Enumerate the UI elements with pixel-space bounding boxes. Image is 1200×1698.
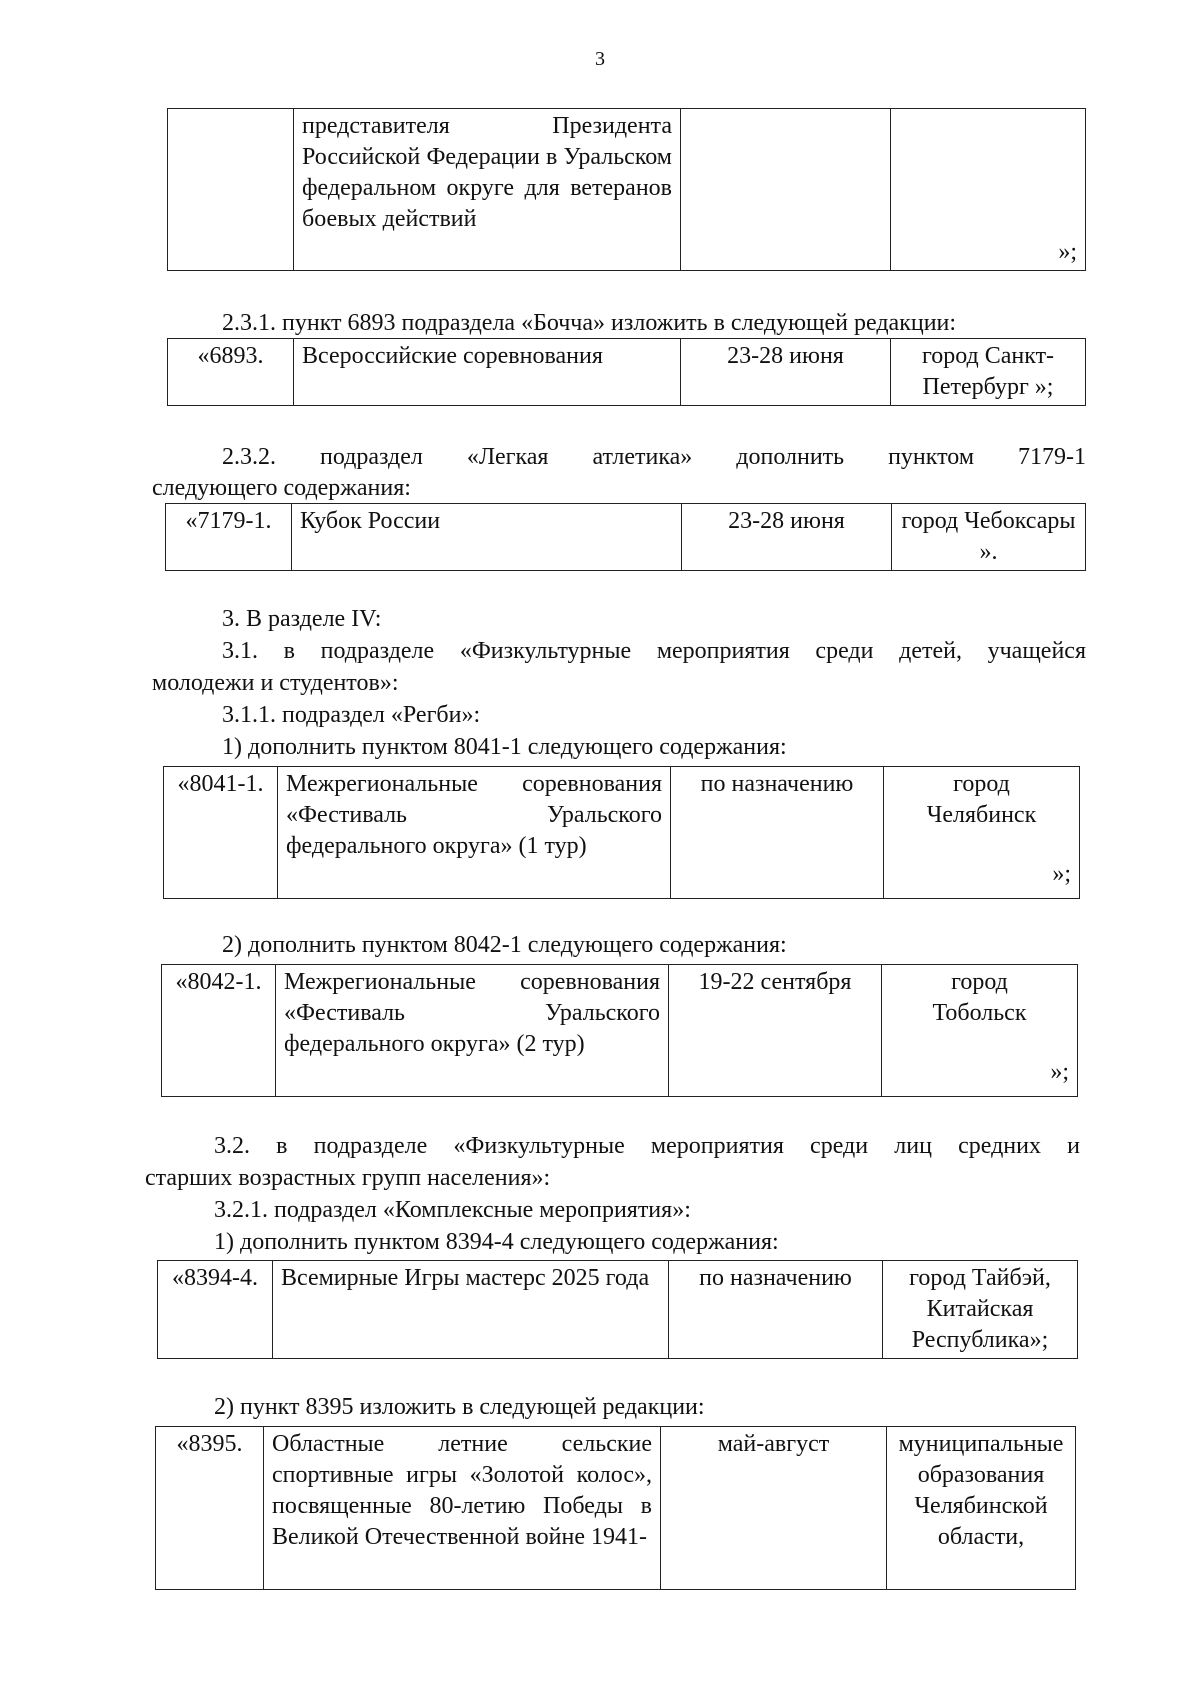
place-text: город Челябинск [926,771,1037,828]
paragraph-3-1-1-item2: 2) дополнить пунктом 8042-1 следующего содержания: [222,932,787,958]
table-cell-num: «8395. [156,1427,264,1590]
table-top-fragment [167,108,1086,271]
table-cell-name: Межрегиональные соревнования «Фестиваль Уральского федерального округа» (2 тур) [276,965,669,1097]
paragraph-3-1-1: 3.1.1. подраздел «Регби»: [222,702,481,728]
paragraph-2-3-2-line2: следующего содержания: [152,475,411,501]
table-row-7179-1 [165,503,1086,571]
closing-quote: »; [1050,1059,1069,1085]
table-cell-num: «7179-1. [166,504,292,571]
table-cell-num: «6893. [168,339,294,406]
paragraph-3-2-1-item1: 1) дополнить пунктом 8394-4 следующего содержания: [214,1229,779,1255]
paragraph-3: 3. В разделе IV: [222,606,382,632]
paragraph-3-2-1: 3.2.1. подраздел «Комплексные мероприятия»: [214,1197,691,1223]
table-cell-name: Всемирные Игры мастерс 2025 года [273,1261,669,1359]
closing-quote: »; [1052,861,1071,887]
table-cell-name: Всероссийские соревнования [294,339,681,406]
table-cell-date: по назначению [669,1261,883,1359]
table-cell-name: Межрегиональные соревнования «Фестиваль Уральского федерального округа» (1 тур) [278,767,671,899]
paragraph-3-2-line2: старших возрастных групп населения»: [145,1165,551,1191]
table-cell-name: Областные летние сельские спортивные игры «Золотой колос», посвященные 80-летию Победы в Великой Отечественной войне 1941- [264,1427,661,1590]
paragraph-3-2-1-item2: 2) пункт 8395 изложить в следующей редакции: [214,1394,705,1420]
table-cell-place [884,767,1080,899]
paragraph-2-3-2-line1: 2.3.2. подраздел «Легкая атлетика» дополнить пунктом 7179-1 [222,444,1086,470]
table-row-6893 [167,338,1086,406]
page-number: 3 [595,48,605,70]
table-cell-place: муниципальные образования Челябинской области, [887,1427,1076,1590]
table-row-8041-1 [163,766,1080,899]
paragraph-3-1-line2: молодежи и студентов»: [152,670,399,696]
table-cell-name: Кубок России [292,504,682,571]
place-text: город Тобольск [932,969,1027,1026]
paragraph-3-1-line1: 3.1. в подразделе «Физкультурные мероприятия среди детей, учащейся [222,638,1086,664]
table-row-8395 [155,1426,1076,1590]
table-cell-place: город Санкт-Петербург »; [891,339,1086,406]
table-cell-place: город Тайбэй, Китайская Республика»; [883,1261,1078,1359]
table-row-8042-1 [161,964,1078,1097]
table-row-8394-4 [157,1260,1078,1359]
paragraph-2-3-1: 2.3.1. пункт 6893 подраздела «Бочча» изложить в следующей редакции: [222,310,957,336]
table-cell-date: 23-28 июня [682,504,892,571]
table-cell-place: »; [891,109,1086,271]
table-cell-date: 19-22 сентября [669,965,882,1097]
table-cell-name: представителя Президента Российской Федерации в Уральском федеральном округе для ветеранов боевых действий [294,109,681,271]
table-cell-date [681,109,891,271]
table-cell-num [168,109,294,271]
table-cell-date: по назначению [671,767,884,899]
table-cell-num: «8394-4. [158,1261,273,1359]
table-cell-date: май-август [661,1427,887,1590]
table-cell-place [882,965,1078,1097]
table-cell-num: «8042-1. [162,965,276,1097]
paragraph-3-1-1-item1: 1) дополнить пунктом 8041-1 следующего содержания: [222,734,787,760]
paragraph-3-2-line1: 3.2. в подразделе «Физкультурные мероприятия среди лиц средних и [214,1133,1080,1159]
table-cell-place: город Чебоксары ». [892,504,1086,571]
table-cell-date: 23-28 июня [681,339,891,406]
table-cell-num: «8041-1. [164,767,278,899]
